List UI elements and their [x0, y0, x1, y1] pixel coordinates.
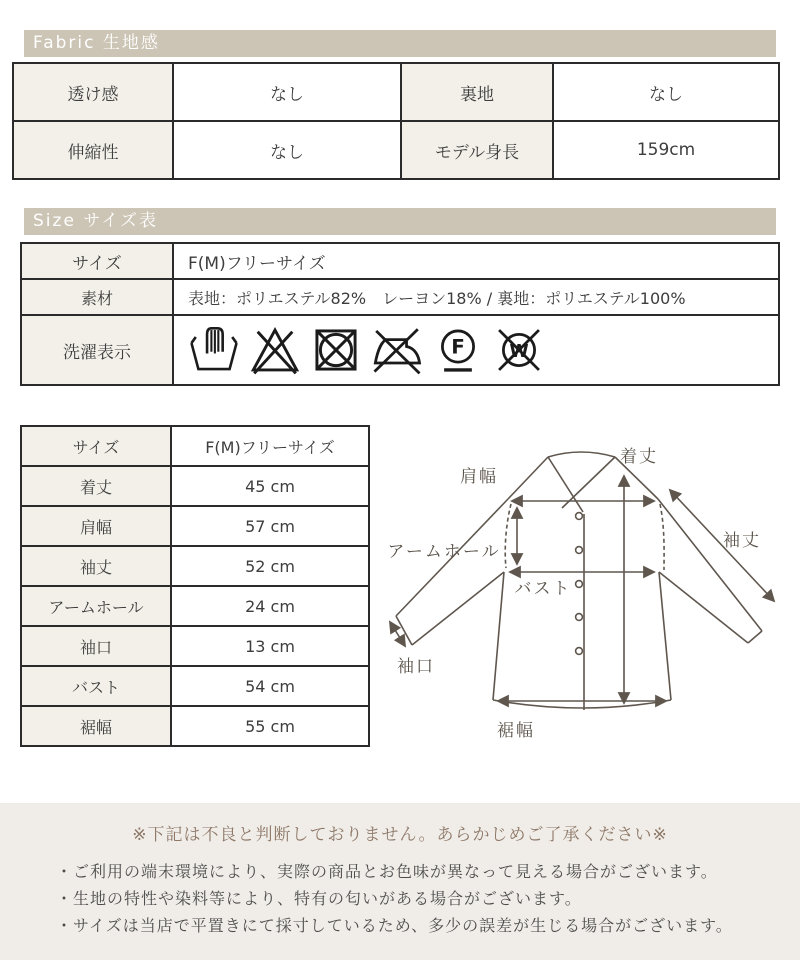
spec-label-care: 洗濯表示 — [21, 315, 173, 385]
list-item: ・ご利用の端末環境により、実際の商品とお色味が異なって見える場合がございます。 — [56, 862, 718, 881]
fabric-value-lining: なし — [553, 63, 779, 121]
meas-label-armhole: アームホール — [21, 586, 171, 626]
spec-value-material: 表地：ポリエステル82% レーヨン18% / 裏地：ポリエステル100% — [173, 279, 779, 315]
meas-label-hem: 裾幅 — [21, 706, 171, 746]
meas-label-shoulder: 肩幅 — [21, 506, 171, 546]
meas-value-shoulder: 57 cm — [171, 506, 369, 546]
measurements-table — [20, 425, 370, 747]
table-row — [13, 63, 779, 121]
do-not-bleach-icon — [249, 324, 301, 376]
fabric-table — [12, 62, 780, 180]
spec-label-material: 素材 — [21, 279, 173, 315]
fabric-label-model-height: モデル身長 — [401, 121, 553, 179]
fabric-section-header: Fabric 生地感 — [24, 30, 776, 57]
table-row — [21, 279, 779, 315]
care-symbols-cell — [173, 315, 779, 385]
table-row — [21, 315, 779, 385]
notes-list — [0, 858, 800, 939]
fabric-label-stretch: 伸縮性 — [13, 121, 173, 179]
meas-value-bust: 54 cm — [171, 666, 369, 706]
label-armhole: アームホール — [387, 542, 501, 562]
spec-value-size: F(M)フリーサイズ — [173, 243, 779, 279]
fabric-value-model-height: 159cm — [553, 121, 779, 179]
dry-clean-f-icon — [432, 324, 484, 376]
diagram-labels — [387, 447, 761, 741]
table-row — [21, 426, 369, 466]
table-row — [21, 666, 369, 706]
do-not-tumble-dry-icon — [310, 324, 362, 376]
list-item: ・サイズは当店で平置きにて採寸しているため、多少の誤差が生じる場合がございます。 — [56, 916, 733, 935]
care-symbols-row — [188, 324, 778, 376]
table-row — [21, 243, 779, 279]
wet-clean-letter: W — [509, 341, 529, 362]
table-row — [21, 706, 369, 746]
label-sleeve-length: 袖丈 — [723, 531, 761, 551]
fabric-value-sheerness: なし — [173, 63, 401, 121]
notes-title: ※下記は不良と判断しておりません。あらかじめご了承ください※ — [132, 825, 668, 845]
meas-value-sleeve: 52 cm — [171, 546, 369, 586]
do-not-wet-clean-icon — [493, 324, 545, 376]
spec-label-size: サイズ — [21, 243, 173, 279]
label-hem-width: 裾幅 — [497, 721, 535, 741]
fabric-value-stretch: なし — [173, 121, 401, 179]
meas-label-bust: バスト — [21, 666, 171, 706]
dry-clean-letter: F — [451, 335, 465, 359]
fabric-label-sheerness: 透け感 — [13, 63, 173, 121]
meas-header-label: サイズ — [21, 426, 171, 466]
hand-wash-icon — [188, 324, 240, 376]
meas-label-sleeve: 袖丈 — [21, 546, 171, 586]
label-cuff: 袖口 — [397, 657, 435, 677]
do-not-iron-icon — [371, 324, 423, 376]
meas-label-cuff: 袖口 — [21, 626, 171, 666]
meas-header-value: F(M)フリーサイズ — [171, 426, 369, 466]
meas-value-armhole: 24 cm — [171, 586, 369, 626]
label-bust: バスト — [514, 579, 572, 599]
size-section-header: Size サイズ表 — [24, 208, 776, 235]
table-row — [13, 121, 779, 179]
meas-value-cuff: 13 cm — [171, 626, 369, 666]
label-body-length: 着丈 — [620, 447, 658, 467]
meas-value-hem: 55 cm — [171, 706, 369, 746]
fabric-label-lining: 裏地 — [401, 63, 553, 121]
spec-table — [20, 242, 780, 386]
label-shoulder-width: 肩幅 — [460, 467, 498, 487]
table-row — [21, 546, 369, 586]
list-item: ・生地の特性や染料等により、特有の匂いがある場合がございます。 — [56, 889, 582, 908]
table-row — [21, 626, 369, 666]
shirt-measurement-diagram — [376, 424, 800, 764]
meas-value-body-length: 45 cm — [171, 466, 369, 506]
table-row — [21, 506, 369, 546]
table-row — [21, 586, 369, 626]
meas-label-body-length: 着丈 — [21, 466, 171, 506]
notes-section — [0, 803, 800, 960]
table-row — [21, 466, 369, 506]
shirt-outline — [396, 452, 762, 710]
